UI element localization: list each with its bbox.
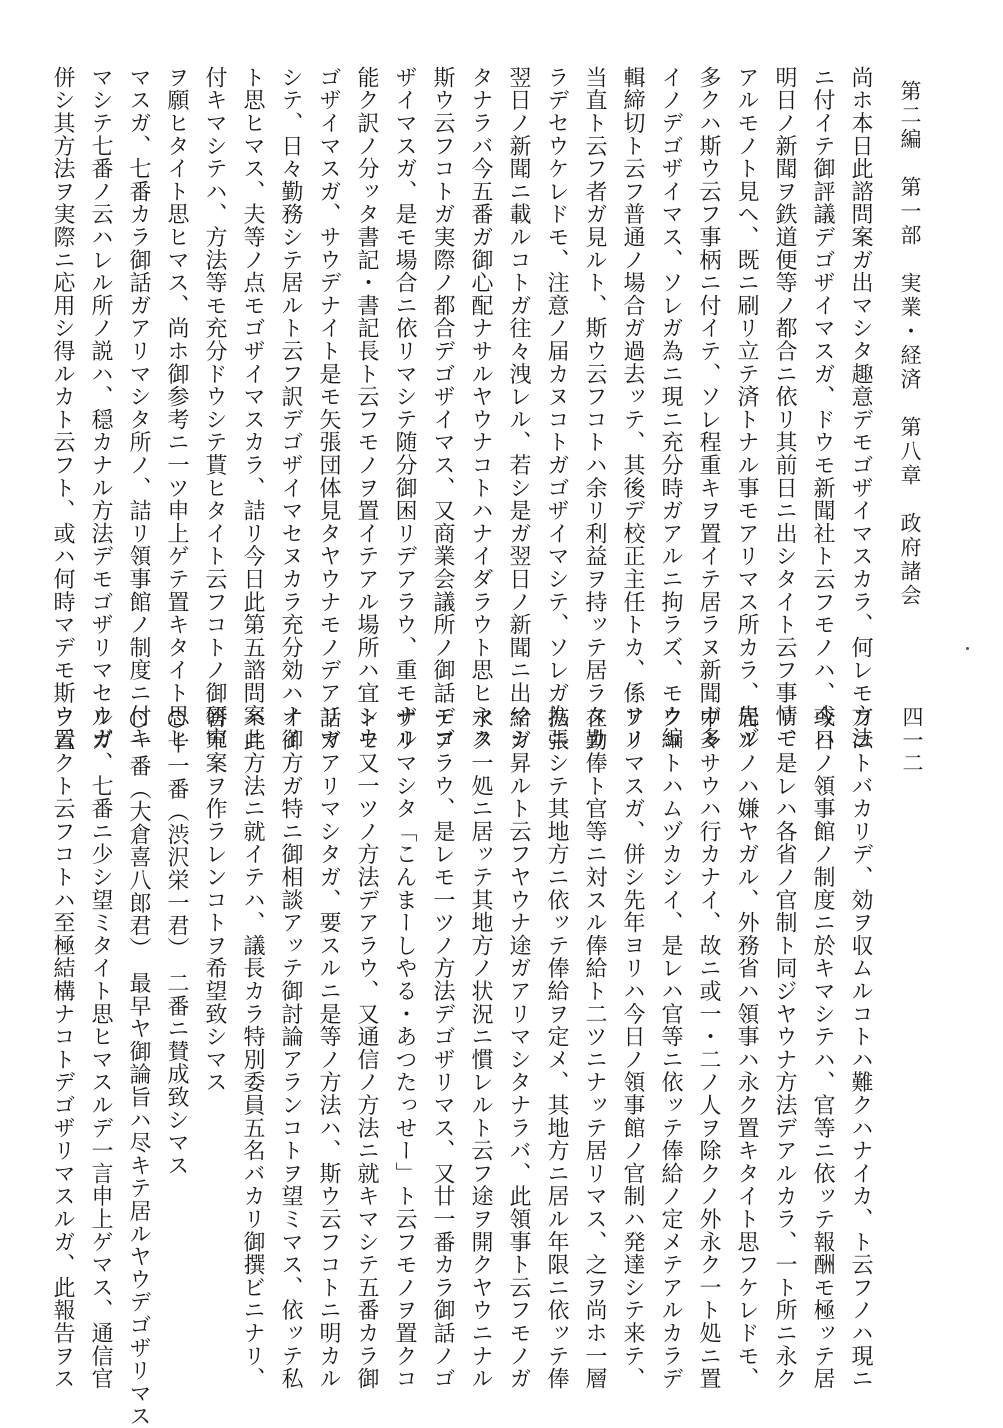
text-column: 給ガ昇ルト云フヤウナ途ガアリマシタナラバ、此領事ト云フモノガ bbox=[506, 706, 531, 1390]
page-number: 四一二 bbox=[900, 706, 924, 775]
text-column: フコトバカリデ、効ヲ収ムルコトハ難クハナイカ、ト云フノハ現ニ bbox=[848, 706, 873, 1390]
text-column: 答申案ヲ作ラレンコトヲ希望致シマス bbox=[202, 706, 227, 1094]
text-column: ヲ願ヒタイト思ヒマス、尚ホ御参考ニ一ツ申上ゲテ置キタイト思ヒ bbox=[164, 66, 189, 750]
text-column: 併シ其方法ヲ実際ニ応用シ得ルカト云フト、或ハ何時マデモ斯ウ云 bbox=[50, 66, 75, 750]
text-column: 輯締切ト云フ普通ノ場合ガ過去ッテ、其後デ校正主任トカ、係リノ bbox=[620, 66, 645, 750]
text-column: 永ク一処ニ居ッテ其地方ノ状況ニ慣レルト云フ途ヲ開クヤウニナル bbox=[468, 706, 493, 1390]
text-column: 居ルノハ嫌ヤガル、外務省ハ領事ハ永ク置キタイト思フケレドモ、 bbox=[734, 706, 759, 1390]
text-column: ヲ置クト云フコトハ至極結構ナコトデゴザリマスルガ、此報告ヲス bbox=[50, 706, 75, 1390]
text-column: ラデセウケレドモ、注意ノ届カヌコトガゴザイマシテ、ソレガ為ニ bbox=[544, 66, 569, 750]
speaker-line: ○一番（大倉喜八郎君） 最早ヤ御論旨ハ尽キテ居ルヤウデゴザリマス bbox=[126, 706, 151, 1428]
text-column: ザイマスガ、是モ場合ニ依リマシテ随分御困リデアラウ、重モナル bbox=[392, 66, 417, 750]
text-column: アルモノト見ヘ、既ニ刷リ立テ済トナル事モアリマス所カラ、先ヅ bbox=[734, 66, 759, 750]
text-column: タナラバ今五番ガ御心配ナサルヤウナコトハナイダラウト思ヒマス bbox=[468, 66, 493, 750]
text-column: 能ク訳ノ分ッタ書記・書記長ト云フモノヲ置イテアル場所ハ宜シウ bbox=[354, 66, 379, 750]
text-column: トモ又一ツノ方法デアラウ、又通信ノ方法ニ就キマシテ五番カラ御 bbox=[354, 706, 379, 1390]
running-header: 第二編 第一部 実業・経済 第八章 政府諸会 bbox=[898, 80, 922, 608]
text-column: ト思ヒマス、夫等ノ点モゴザイマスカラ、詰リ今日此第五諮問案ニ bbox=[240, 66, 265, 750]
text-column: ルガ、七番ニ少シ望ミタイト思ヒマスルデ一言申上ゲマス、通信官 bbox=[88, 706, 113, 1390]
text-column: シテ、日々勤務シテ居ルト云フ訳デゴザイマセヌカラ充分効ハナイ bbox=[278, 66, 303, 750]
text-column: アリマスガ、併シ先年ヨリハ今日ノ領事館ノ官制ハ発達シテ来テ、 bbox=[620, 706, 645, 1390]
text-column: 多クハ斯ウ云フ事柄ニ付イテ、ソレ程重キヲ置イテ居ラヌ新聞ガ多 bbox=[696, 66, 721, 750]
text-column: クコトハムヅカシイ、是レハ官等ニ依ッテ俸給ノ定メテアルカラデ bbox=[658, 706, 683, 1390]
text-column: マシテ七番ノ云ハレル所ノ説ハ、穏カナル方法デモゴザリマセウガ bbox=[88, 66, 113, 750]
text-column: ザリマシタ「こんまーしやる・あつたっせー」ト云フモノヲ置クコ bbox=[392, 706, 417, 1390]
text-column: 尚ホ本日此諮問案ガ出マシタ趣意デモゴザイマスカラ、何レモ方法 bbox=[848, 66, 873, 750]
text-column: 中々サウハ行カナイ、故ニ或一・二ノ人ヲ除クノ外永ク一ト処ニ置 bbox=[696, 706, 721, 1390]
text-column: 翌日ノ新聞ニ載ルコトガ往々洩レル、若シ是ガ翌日ノ新聞ニ出マシ bbox=[506, 66, 531, 750]
text-column: ニ付イテ御評議デゴザイマスガ、ドウモ新聞社ト云フモノハ、或ハ bbox=[810, 66, 835, 750]
text-column: 当直ト云フ者ガ見ルト、斯ウ云フコトハ余リ利益ヲ持ッテ居ラヌカ bbox=[582, 66, 607, 750]
text-column: イノデゴザイマス、ソレガ為ニ現ニ充分時ガアルニ拘ラズ、モウ編 bbox=[658, 66, 683, 750]
text-column: 話ガアリマシタガ、要スルニ是等ノ方法ハ、斯ウ云フコトニ明カル bbox=[316, 706, 341, 1390]
text-column: 付キマシテハ、方法等モ充分ドウシテ貰ヒタイト云フコトノ御研究 bbox=[202, 66, 227, 750]
text-column: 今日ノ領事館ノ制度ニ於キマシテハ、官等ニ依ッテ報酬モ極ッテ居 bbox=[810, 706, 835, 1390]
text-column: 拡張シテ其地方ニ依ッテ俸給ヲ定メ、其地方ニ居ル年限ニ依ッテ俸 bbox=[544, 706, 569, 1390]
text-column: ゴザイマスガ、サウデナイト是モ矢張団体見タヤウナモノデアリマ bbox=[316, 66, 341, 750]
text-column: 在勤俸ト官等ニ対スル俸給ト二ツニナッテ居リマス、之ヲ尚ホ一層 bbox=[582, 706, 607, 1390]
scan-speck bbox=[966, 647, 969, 650]
text-column: デアラウ、是レモ一ツノ方法デゴザリマス、又廿一番カラ御話ノゴ bbox=[430, 706, 455, 1390]
text-column: イ御方ガ特ニ御相談アッテ御討論アランコトヲ望ミマス、依ッテ私 bbox=[278, 706, 303, 1390]
text-column: 明日ノ新聞ヲ鉄道便等ノ都合ニ依リ其前日ニ出シタイト云フ事情モ bbox=[772, 66, 797, 750]
text-column: リ、是レハ各省ノ官制ト同ジヤウナ方法デアルカラ、一ト所ニ永ク bbox=[772, 706, 797, 1390]
text-column: 斯ウ云フコトガ実際ノ都合デゴザイマス、又商業会議所ノ御話モゴ bbox=[430, 66, 455, 750]
text-column: マスガ、七番カラ御話ガアリマシタ所ノ、詰リ領事館ノ制度ニ付キ bbox=[126, 66, 151, 750]
speaker-line: ○十一番（渋沢栄一君） 二番ニ賛成致シマス bbox=[164, 706, 189, 1177]
text-column: ハ此方法ニ就イテハ、議長カラ特別委員五名バカリ御撰ビニナリ、 bbox=[240, 706, 265, 1390]
